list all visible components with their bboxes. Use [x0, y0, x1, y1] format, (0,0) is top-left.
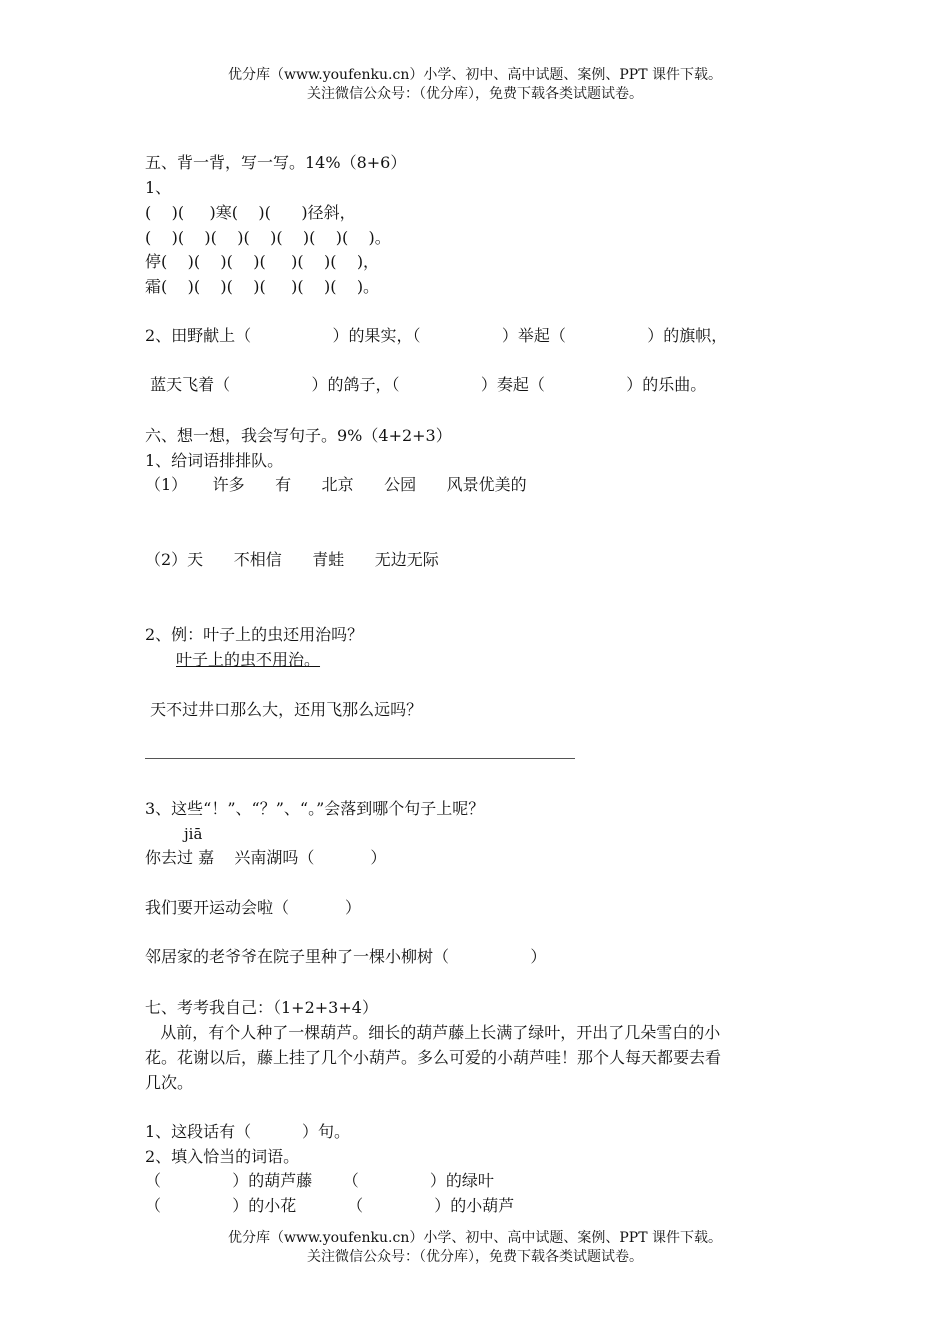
word-order-2: （2）天 不相信 青蛙 无边无际 — [145, 550, 439, 569]
passage-line: 几次。 — [145, 1073, 194, 1092]
section5-q2-line-2: 蓝天飞着（ ）的鸽子，（ ）奏起（ ）的乐曲。 — [145, 375, 707, 394]
section6-q3: 3、这些“！”、“？”、“。”会落到哪个句子上呢？ — [145, 799, 485, 818]
pinyin-annotation: jiā — [184, 825, 203, 843]
section5-title: 五、背一背，写一写。14%（8+6） — [145, 153, 407, 172]
header-line-2: 关注微信公众号：（优分库），免费下载各类试题试卷。 — [307, 86, 643, 102]
header-line-1: 优分库（www.youfenku.cn）小学、初中、高中试题、案例、PPT 课件下载。 — [227, 67, 722, 83]
answer-line — [145, 758, 575, 759]
passage-line: 花。花谢以后，藤上挂了几个小葫芦。多么可爱的小葫芦哇！那个人每天都要去看 — [145, 1048, 722, 1067]
punctuation-sentence-1: 你去过 嘉 兴南湖吗（ ） — [145, 848, 387, 867]
section7-q1: 1、这段话有（ ）句。 — [145, 1122, 351, 1141]
example-answer: 叶子上的虫不用治。 — [176, 650, 321, 669]
word-order-1: （1） 许多 有 北京 公园 风景优美的 — [145, 475, 527, 494]
footer-line-2: 关注微信公众号：（优分库），免费下载各类试题试卷。 — [307, 1249, 643, 1265]
section7-q2: 2、填入恰当的词语。 — [145, 1147, 300, 1166]
section5-q1-label: 1、 — [145, 178, 172, 197]
poem-line: 停( )( )( )( )( )( )， — [145, 252, 380, 271]
fill-words-row-1: （ ）的葫芦藤 （ ）的绿叶 — [145, 1171, 494, 1190]
poem-line: ( )( )( )( )( )( )( )。 — [145, 228, 391, 247]
section5-q2-line-1: 2、田野献上（ ）的果实，（ ）举起（ ）的旗帜， — [145, 326, 728, 345]
poem-line: ( )( )寒( )( )径斜， — [145, 203, 356, 222]
poem-line: 霜( )( )( )( )( )( )。 — [145, 277, 380, 296]
punctuation-sentence-2: 我们要开运动会啦（ ） — [145, 898, 361, 917]
section6-q1: 1、给词语排排队。 — [145, 451, 284, 470]
section7-title: 七、考考我自己：（1+2+3+4） — [145, 998, 378, 1017]
rewrite-question: 天不过井口那么大，还用飞那么远吗？ — [145, 700, 423, 719]
section6-title: 六、想一想，我会写句子。9%（4+2+3） — [145, 426, 452, 445]
punctuation-sentence-3: 邻居家的老爷爷在院子里种了一棵小柳树（ ） — [145, 947, 547, 966]
section6-q2: 2、例：叶子上的虫还用治吗？ — [145, 625, 364, 644]
footer-line-1: 优分库（www.youfenku.cn）小学、初中、高中试题、案例、PPT 课件下载。 — [227, 1230, 722, 1246]
fill-words-row-2: （ ）的小花 （ ）的小葫芦 — [145, 1196, 515, 1215]
passage-line: 从前，有个人种了一棵葫芦。细长的葫芦藤上长满了绿叶，开出了几朵雪白的小 — [145, 1023, 721, 1042]
